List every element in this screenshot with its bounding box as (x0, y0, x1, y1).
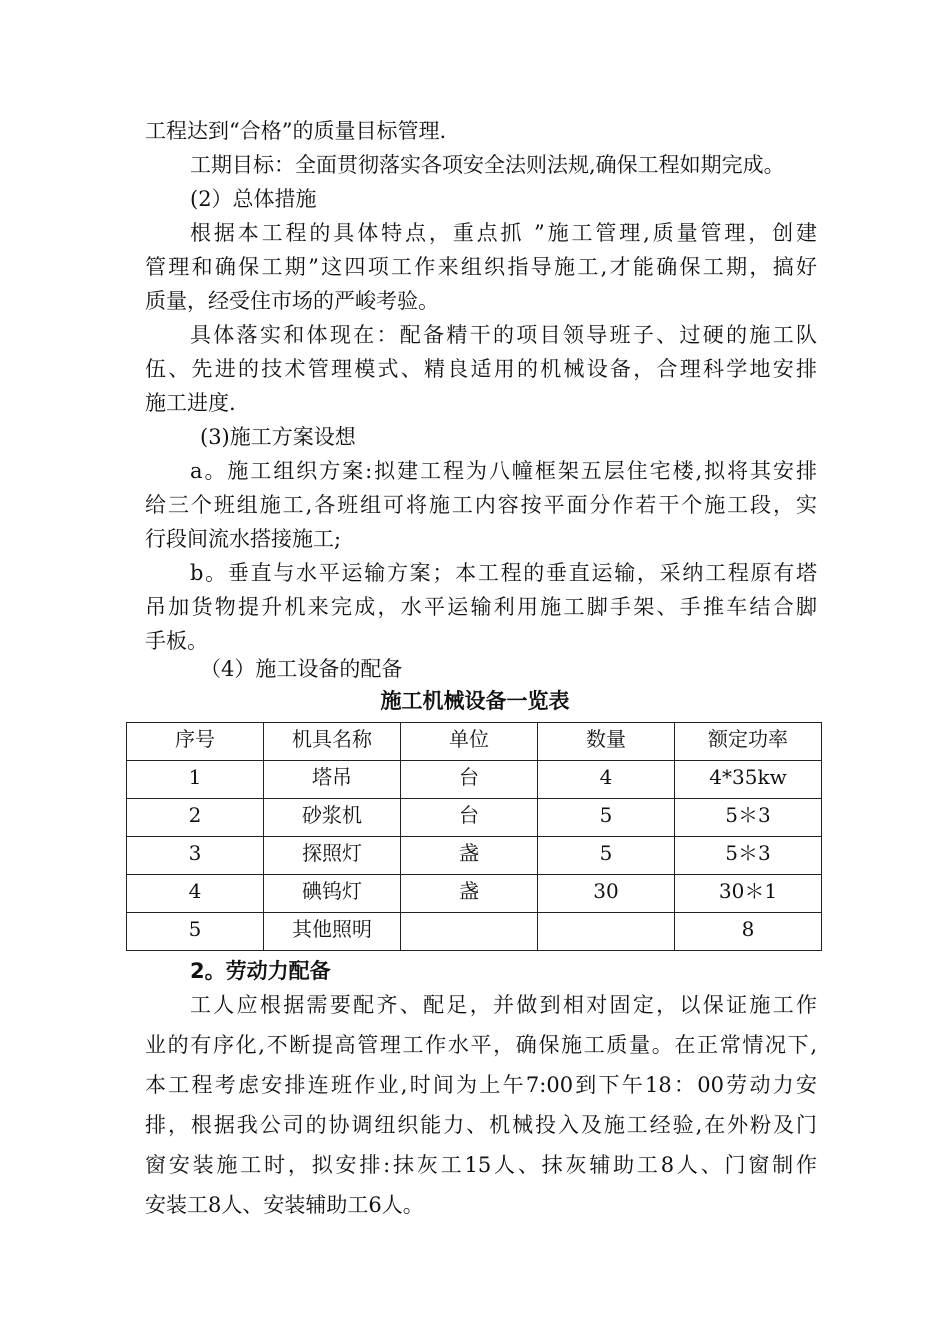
table-cell: 5 (538, 799, 675, 837)
heading-overall-measures: (2）总体措施 (190, 187, 317, 211)
equipment-table (126, 722, 822, 951)
paragraph-line: a。施工组织方案:拟建工程为八幢框架五层住宅楼,拟将其安排 (190, 459, 817, 483)
table-cell: 4*35kw (675, 761, 822, 799)
paragraph-line: 安装工8人、安装辅助工6人。 (145, 1193, 424, 1217)
table-cell: 5＊3 (675, 799, 822, 837)
table-cell: 4 (538, 761, 675, 799)
table-row (127, 913, 822, 951)
table-cell: 5 (127, 913, 264, 951)
column-header: 额定功率 (675, 723, 822, 761)
table-cell: 盏 (401, 837, 538, 875)
table-cell: 30＊1 (675, 875, 822, 913)
table-cell: 砂浆机 (264, 799, 401, 837)
table-cell: 5 (538, 837, 675, 875)
table-row (127, 799, 822, 837)
heading-labor: 2。劳动力配备 (190, 959, 331, 983)
table-cell: 台 (401, 799, 538, 837)
table-cell: 3 (127, 837, 264, 875)
heading-construction-plan: (3)施工方案设想 (200, 425, 356, 449)
table-cell: 盏 (401, 875, 538, 913)
paragraph-line: 排，根据我公司的协调纽织能力、机械投入及施工经验,在外粉及门 (145, 1113, 817, 1137)
column-header: 机具名称 (264, 723, 401, 761)
table-cell: 其他照明 (264, 913, 401, 951)
table-row (127, 761, 822, 799)
paragraph-quality-goal: 工程达到“合格”的质量目标管理. (145, 119, 447, 143)
paragraph-line: 本工程考虑安排连班作业,时间为上午7:00到下午18：00劳动力安 (145, 1073, 817, 1097)
table-cell: 4 (127, 875, 264, 913)
paragraph-line: 施工进度. (145, 391, 236, 415)
paragraph-schedule-goal: 工期目标：全面贯彻落实各项安全法则法规,确保工程如期完成。 (190, 153, 785, 177)
paragraph-line: 具体落实和体现在：配备精干的项目领导班子、过硬的施工队 (190, 323, 817, 347)
paragraph-line: 吊加货物提升机来完成，水平运输利用施工脚手架、手推车结合脚 (145, 595, 817, 619)
table-cell: 碘钨灯 (264, 875, 401, 913)
paragraph-line: b。垂直与水平运输方案；本工程的垂直运输，采纳工程原有塔 (190, 561, 817, 585)
table-cell: 探照灯 (264, 837, 401, 875)
column-header: 数量 (538, 723, 675, 761)
table-cell: 8 (675, 913, 822, 951)
column-header: 单位 (401, 723, 538, 761)
column-header: 序号 (127, 723, 264, 761)
table-cell (401, 913, 538, 951)
table-title: 施工机械设备一览表 (380, 689, 570, 713)
paragraph-line: 手板。 (145, 629, 208, 653)
paragraph-line: 质量，经受住市场的严峻考验。 (145, 289, 439, 313)
paragraph-line: 根据本工程的具体特点，重点抓 ”施工管理,质量管理，创建 (190, 221, 817, 245)
paragraph-line: 管理和确保工期”这四项工作来组织指导施工,才能确保工期，搞好 (145, 255, 817, 279)
table-cell: 1 (127, 761, 264, 799)
table-cell (538, 913, 675, 951)
table-cell: 2 (127, 799, 264, 837)
table-cell: 台 (401, 761, 538, 799)
table-row (127, 837, 822, 875)
table-cell: 5＊3 (675, 837, 822, 875)
table-cell: 塔吊 (264, 761, 401, 799)
paragraph-line: 给三个班组施工,各班组可将施工内容按平面分作若干个施工段，实 (145, 493, 817, 517)
table-row (127, 875, 822, 913)
table-header-row (127, 723, 822, 761)
table-cell: 30 (538, 875, 675, 913)
heading-equipment: （4）施工设备的配备 (200, 657, 403, 681)
paragraph-line: 伍、先进的技术管理模式、精良适用的机械设备，合理科学地安排 (145, 357, 817, 381)
paragraph-line: 工人应根据需要配齐、配足，并做到相对固定，以保证施工作 (190, 993, 817, 1017)
paragraph-line: 窗安装施工时，拟安排:抹灰工15人、抹灰辅助工8人、门窗制作 (145, 1153, 817, 1177)
paragraph-line: 业的有序化,不断提高管理工作水平，确保施工质量。在正常情况下, (145, 1033, 817, 1057)
paragraph-line: 行段间流水搭接施工; (145, 527, 342, 551)
